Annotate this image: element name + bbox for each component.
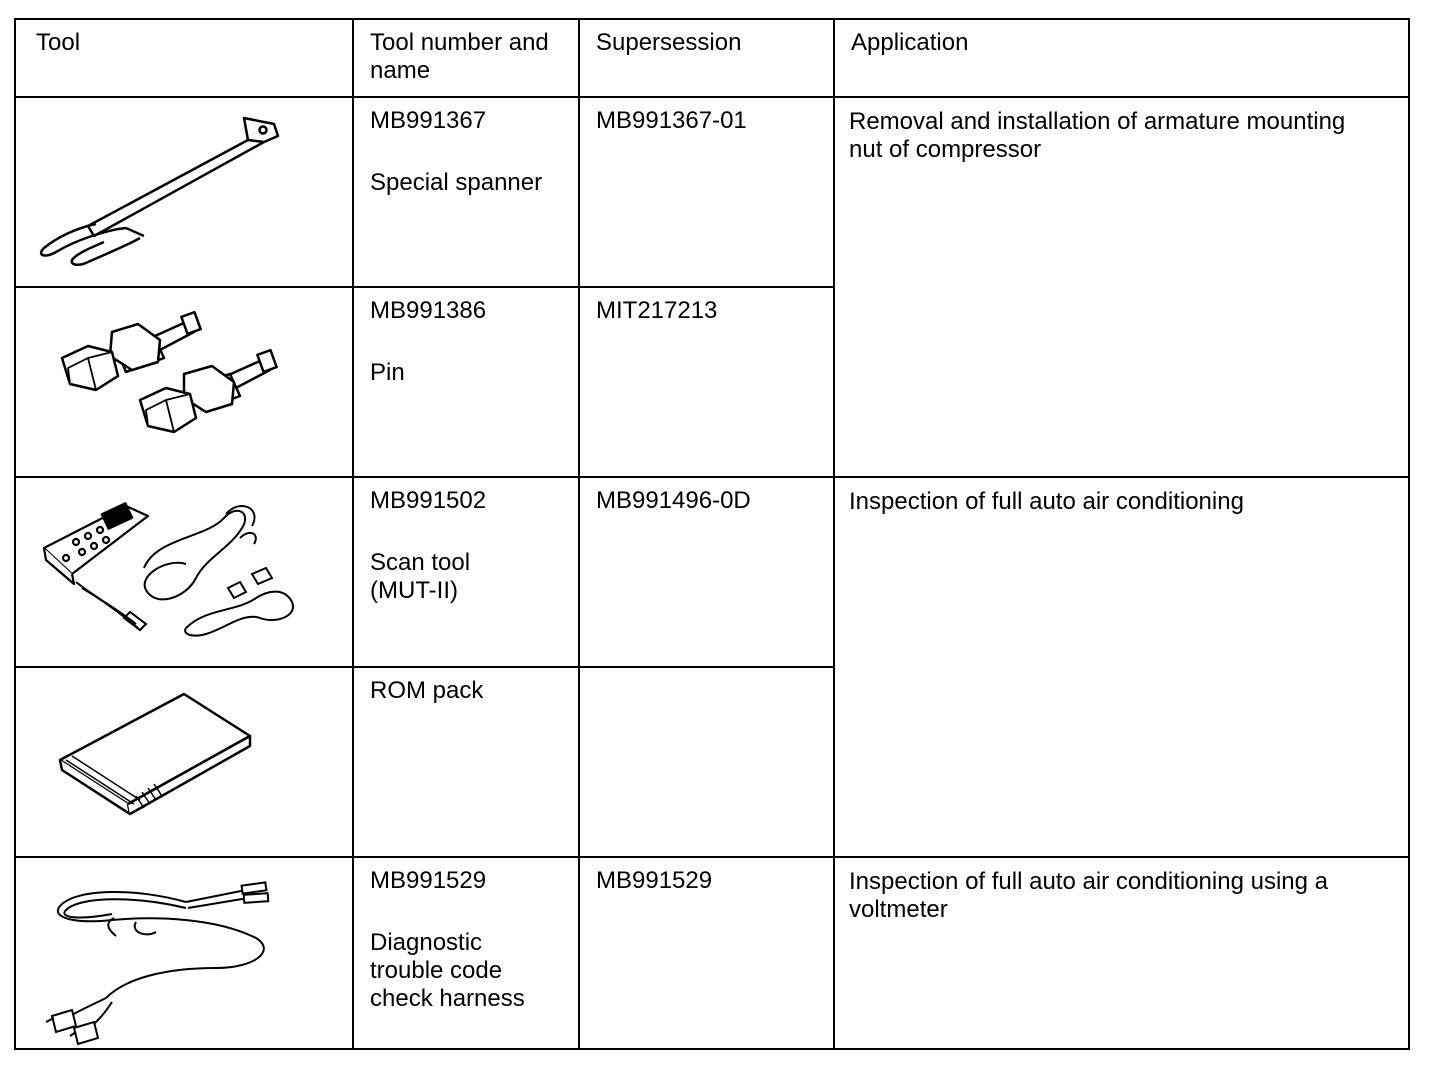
header-supersession: Supersession: [579, 19, 834, 97]
table-row: [15, 97, 1409, 287]
tool-image-cell: [15, 857, 353, 1049]
tool-number-name-cell: [353, 477, 579, 667]
tool-number-name-cell: [353, 857, 579, 1049]
header-application: Application: [834, 19, 1409, 97]
tool-name: Pin: [370, 359, 405, 386]
tool-image-cell: [15, 477, 353, 667]
scan-tool-icon: [16, 478, 352, 666]
header-tool-number-and-name: Tool number and name: [353, 19, 579, 97]
tool-image-cell: [15, 287, 353, 477]
table-header-row: [15, 19, 1409, 97]
tool-name: Special spanner: [370, 169, 543, 196]
table-row: [15, 477, 1409, 667]
tool-name: Diagnostic trouble code check harness: [370, 929, 525, 1012]
supersession-cell: MB991367-01: [579, 97, 834, 287]
special-spanner-icon: [16, 98, 352, 286]
tool-name: ROM pack: [370, 677, 484, 704]
application-cell: Removal and installation of armature mounting nut of compressor: [834, 97, 1409, 477]
tool-number-name-cell: [353, 97, 579, 287]
check-harness-icon: [16, 858, 352, 1048]
supersession-cell: MIT217213: [579, 287, 834, 477]
supersession-cell: MB991529: [579, 857, 834, 1049]
application-cell: Inspection of full auto air conditioning using a voltmeter: [834, 857, 1409, 1049]
tool-number-name-cell: [353, 667, 579, 857]
tool-number: MB991502: [370, 487, 487, 514]
special-tools-table: [14, 18, 1410, 1050]
tool-number-name-cell: [353, 287, 579, 477]
tool-name: Scan tool (MUT-II): [370, 549, 471, 604]
pin-icon: [16, 288, 352, 476]
rom-pack-icon: [16, 668, 352, 856]
tool-number: MB991367: [370, 107, 487, 134]
tool-number: MB991529: [370, 867, 487, 894]
tool-image-cell: [15, 667, 353, 857]
tool-image-cell: [15, 97, 353, 287]
application-cell: Inspection of full auto air conditioning: [834, 477, 1409, 857]
table-row: [15, 857, 1409, 1049]
tool-number: MB991386: [370, 297, 487, 324]
supersession-cell: MB991496-0D: [579, 477, 834, 667]
header-tool: Tool: [15, 19, 353, 97]
supersession-cell: [579, 667, 834, 857]
